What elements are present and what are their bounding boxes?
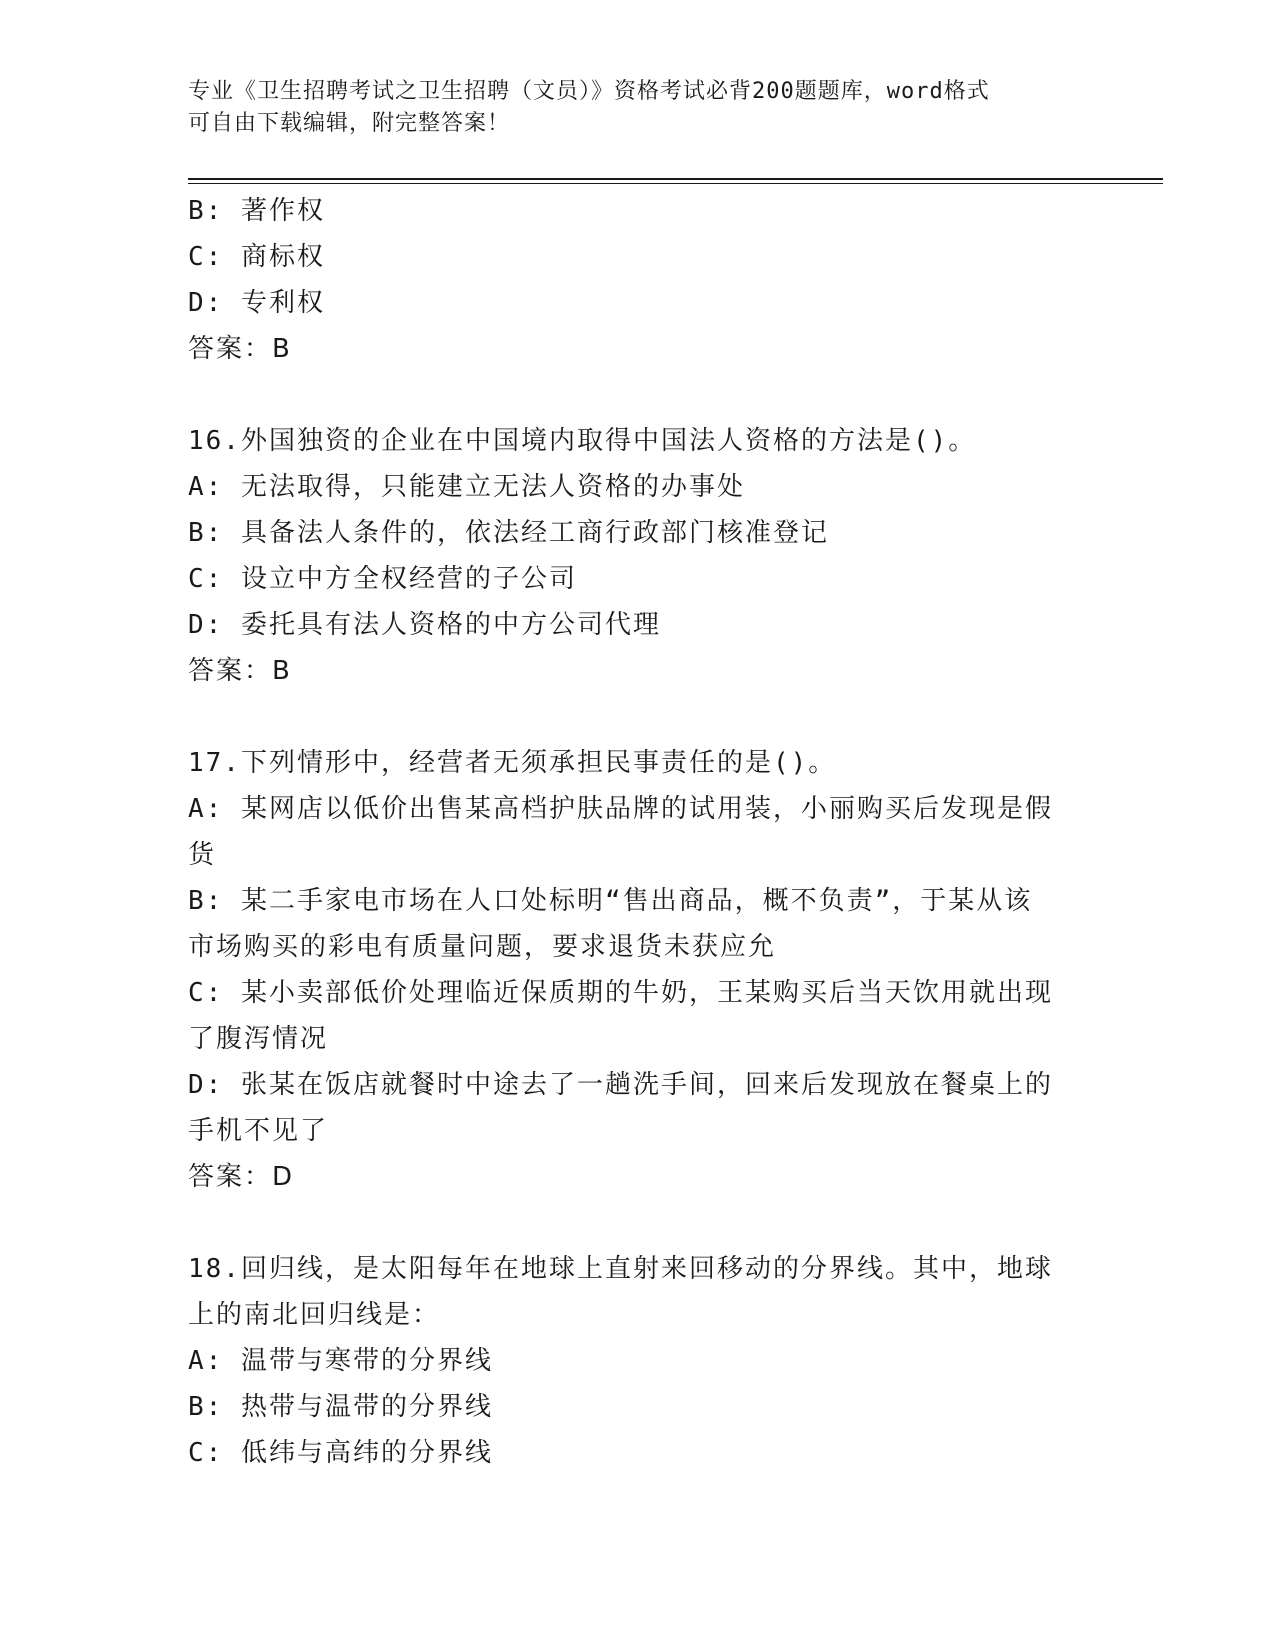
question-list — [188, 188, 1068, 1476]
q15-answer: 答案：B — [188, 334, 292, 364]
q18-option-b: B: 热带与温带的分界线 — [188, 1392, 493, 1422]
q17-answer: 答案：D — [188, 1162, 295, 1192]
spacer — [188, 1200, 1068, 1246]
q17-option-d-line-1: D: 张某在饭店就餐时中途去了一趟洗手间，回来后发现放在餐桌上的 — [188, 1070, 1053, 1100]
q16-answer: 答案：B — [188, 656, 292, 686]
spacer — [188, 372, 1068, 418]
q17-option-c-line-1: C: 某小卖部低价处理临近保质期的牛奶，王某购买后当天饮用就出现 — [188, 978, 1053, 1008]
q17-question: 17.下列情形中，经营者无须承担民事责任的是()。 — [188, 748, 837, 778]
q17-option-b-line-1: B: 某二手家电市场在人口处标明“售出商品，概不负责”，于某从该 — [188, 886, 1033, 916]
q18-question-line-2: 上的南北回归线是： — [188, 1300, 441, 1330]
q16-option-a: A: 无法取得，只能建立无法人资格的办事处 — [188, 472, 745, 502]
q15-option-c: C: 商标权 — [188, 242, 325, 272]
q16-option-c: C: 设立中方全权经营的子公司 — [188, 564, 577, 594]
header-title-line-1: 专业《卫生招聘考试之卫生招聘（文员）》资格考试必背200题题库，word格式 — [188, 79, 990, 104]
q16-question: 16.外国独资的企业在中国境内取得中国法人资格的方法是()。 — [188, 426, 977, 456]
document-header — [188, 76, 1068, 140]
q17-option-a-line-2: 货 — [188, 840, 217, 870]
q17-option-d-line-2: 手机不见了 — [188, 1116, 329, 1146]
q16-option-b: B: 具备法人条件的，依法经工商行政部门核准登记 — [188, 518, 829, 548]
q18-option-a: A: 温带与寒带的分界线 — [188, 1346, 493, 1376]
q17-option-a-line-1: A: 某网店以低价出售某高档护肤品牌的试用装，小丽购买后发现是假 — [188, 794, 1053, 824]
q15-option-b: B: 著作权 — [188, 196, 325, 226]
q17-option-b-line-2: 市场购买的彩电有质量问题，要求退货未获应允 — [188, 932, 777, 962]
q18-question-line-1: 18.回归线，是太阳每年在地球上直射来回移动的分界线。其中，地球 — [188, 1254, 1053, 1284]
q17-option-c-line-2: 了腹泻情况 — [188, 1024, 329, 1054]
header-divider-thin — [188, 183, 1163, 184]
header-title-line-2: 可自由下载编辑，附完整答案！ — [188, 111, 511, 136]
q18-option-c: C: 低纬与高纬的分界线 — [188, 1438, 493, 1468]
header-divider-thick — [188, 178, 1163, 180]
q16-option-d: D: 委托具有法人资格的中方公司代理 — [188, 610, 661, 640]
spacer — [188, 694, 1068, 740]
q15-option-d: D: 专利权 — [188, 288, 325, 318]
